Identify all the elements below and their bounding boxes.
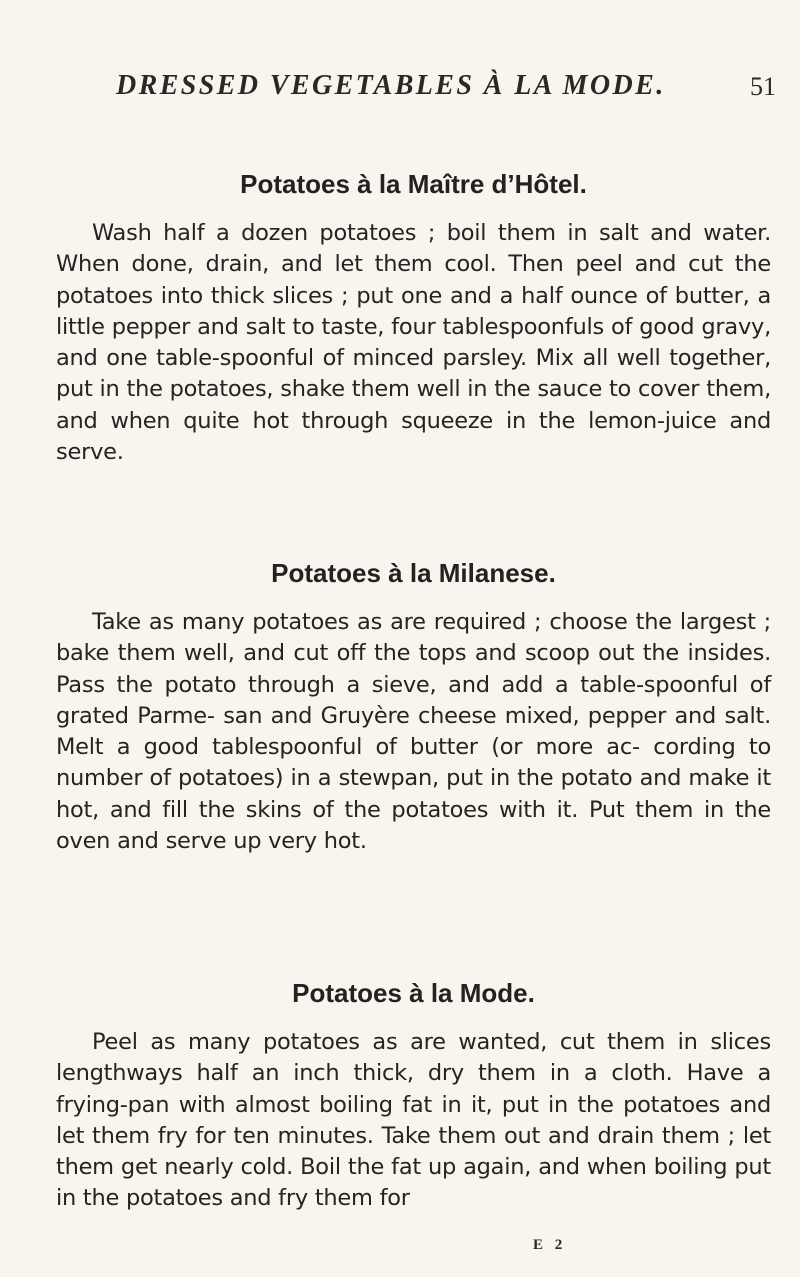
recipe-milanese [56, 557, 771, 857]
recipe-a-la-mode [56, 977, 771, 1215]
recipe-maitre-d-hotel [56, 168, 771, 468]
recipe-body: Peel as many potatoes as are wanted, cut them in slices lengthways half an inch thick, dry them in a cloth. Have a frying-pan with almost boiling fat in it, put in the potatoes and let them fry for ten minutes. Take them out and drain them ; let them get nearly cold. Boil the fat up again, and when boiling put in the potatoes and fry them for [56, 1029, 771, 1212]
running-head [116, 70, 776, 110]
page-number: 51 [750, 72, 776, 101]
recipe-body: Wash half a dozen potatoes ; boil them in salt and water. When done, drain, and let them cool. Then peel and cut the potatoes into thick slices ; put one and a half ounce of butter, a little pepper and salt to taste, four tablespoonfuls of good gravy, and one table-spoonful of minced parsley. Mix all well together, put in the potatoes, shake them well in the sauce to cover them, and when quite hot through squeeze in the lemon-juice and serve. [56, 220, 771, 466]
signature-mark: E 2 [533, 1237, 567, 1253]
recipe-title: Potatoes à la Maître d’Hôtel. [240, 169, 587, 199]
running-title: DRESSED VEGETABLES À LA MODE. [116, 70, 666, 101]
recipe-title: Potatoes à la Milanese. [271, 558, 556, 588]
recipe-body: Take as many potatoes as are required ; choose the largest ; bake them well, and cut off the tops and scoop out the insides. Pass the potato through a sieve, and add a table-spoonful of grated Parme- san and Gruyère cheese mixed, pepper and salt. Melt a good tablespoonful of butter (or more ac- cording to number of potatoes) in a stewpan, put in the potato and make it hot, and fill the skins of the potatoes with it. Put them in the oven and serve up very hot. [56, 609, 771, 855]
recipe-title: Potatoes à la Mode. [292, 978, 535, 1008]
